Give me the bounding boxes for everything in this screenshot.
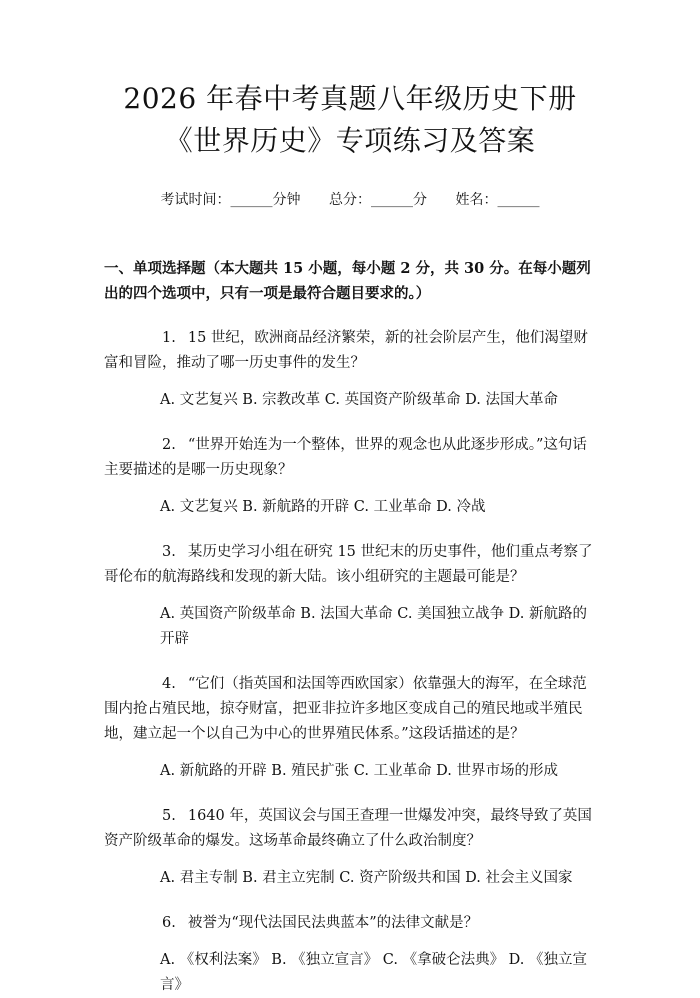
question-text: “世界开始连为一个整体，世界的观念也从此逐步形成。”这句话主要描述的是哪一历史现象？ [104,437,587,478]
question-6 [104,911,596,998]
question-number: 2. [162,437,176,453]
question-text: 被誉为“现代法国民法典蓝本”的法律文献是？ [187,915,479,931]
question-number: 4. [162,676,176,692]
exam-time: 考试时间：______分钟 [160,192,301,208]
question-options: A. 文艺复兴 B. 宗教改革 C. 英国资产阶级革命 D. 法国大革命 [160,392,559,408]
exam-score: 总分：______分 [329,192,427,208]
question-stem [104,540,596,590]
question-1 [104,326,596,413]
question-stem [104,326,596,376]
question-text: 1640 年，英国议会与国王查理一世爆发冲突，最终导致了英国资产阶级革命的爆发。这场革命最终确立了什么政治制度？ [104,808,592,849]
question-stem [104,804,596,854]
question-number: 1. [162,330,176,346]
question-options: A. 《权利法案》 B. 《独立宣言》 C. 《拿破仑法典》 D. 《独立宣言》 [160,952,588,993]
question-text: 某历史学习小组在研究 15 世纪末的历史事件，他们重点考察了哥伦布的航海路线和发现的新大陆。该小组研究的主题最可能是？ [104,544,593,585]
question-options: A. 君主专制 B. 君主立宪制 C. 资产阶级共和国 D. 社会主义国家 [160,870,573,886]
question-stem [104,433,596,483]
question-stem [104,911,596,936]
question-2 [104,433,596,520]
exam-info-line [104,190,596,210]
document-title: 2026 年春中考真题八年级历史下册《世界历史》专项练习及答案 [123,82,577,157]
question-options: A. 英国资产阶级革命 B. 法国大革命 C. 美国独立战争 D. 新航路的开辟 [160,606,588,647]
exam-name: 姓名：______ [455,192,540,208]
question-4 [104,672,596,784]
question-3 [104,540,596,652]
question-text: “它们（指英国和法国等西欧国家）依靠强大的海军，在全球范围内抢占殖民地，掠夺财富，把亚非拉许多地区变成自己的殖民地或半殖民地，建立起一个以自己为中心的世界殖民体系。”这段话描述的是？ [104,676,587,742]
question-number: 5. [162,808,176,824]
section-title-single-choice: 一、单项选择题（本大题共 15 小题，每小题 2 分，共 30 分。在每小题列出的四个选项中，只有一项是最符合题目要求的。） [104,260,591,302]
question-text: 15 世纪，欧洲商品经济繁荣，新的社会阶层产生，他们渴望财富和冒险，推动了哪一历史事件的发生？ [104,330,588,371]
question-stem [104,672,596,747]
question-number: 3. [162,544,176,560]
question-number: 6. [162,915,176,931]
question-5 [104,804,596,891]
question-options: A. 新航路的开辟 B. 殖民扩张 C. 工业革命 D. 世界市场的形成 [160,763,559,779]
question-options: A. 文艺复兴 B. 新航路的开辟 C. 工业革命 D. 冷战 [160,499,486,515]
